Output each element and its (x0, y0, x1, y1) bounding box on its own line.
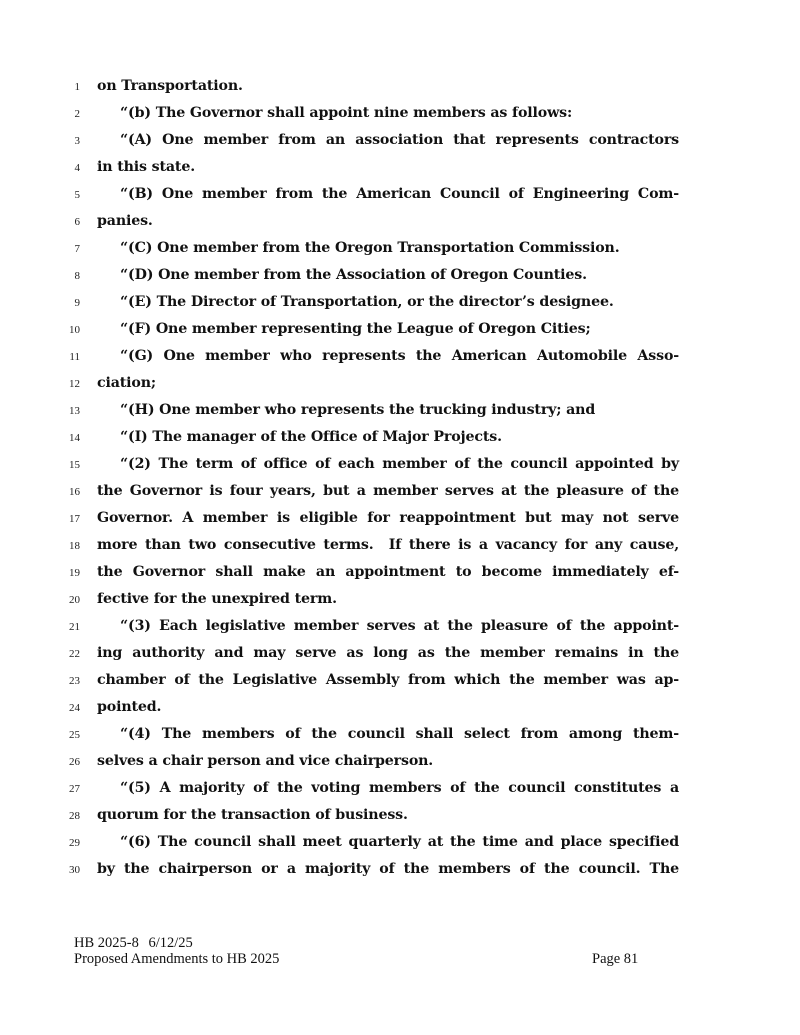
line-text: selves a chair person and vice chairperson. (97, 753, 434, 769)
line-text: “(2) The term of office of each member of the council appointed by (120, 456, 679, 472)
document-line (0, 776, 800, 803)
line-text: “(3) Each legislative member serves at the pleasure of the appoint- (120, 618, 679, 634)
footer-subtitle-line (74, 951, 674, 967)
line-text: “(G) One member who represents the American Automobile Asso- (120, 348, 679, 364)
line-text: panies. (97, 213, 153, 229)
line-number: 7 (74, 243, 80, 255)
footer-subtitle: Proposed Amendments to HB 2025 (74, 951, 280, 967)
footer-date: 6/12/25 (148, 935, 193, 951)
line-number: 4 (74, 162, 80, 174)
page-number: Page 81 (592, 951, 639, 967)
document-line (0, 371, 800, 398)
line-number: 29 (69, 837, 80, 849)
line-number: 8 (74, 270, 80, 282)
line-number: 12 (69, 378, 80, 390)
document-line (0, 749, 800, 776)
line-text: ing authority and may serve as long as the member remains in the (97, 645, 679, 661)
document-line (0, 263, 800, 290)
document-line (0, 641, 800, 668)
document-line (0, 722, 800, 749)
line-text: ciation; (97, 375, 156, 391)
line-number: 17 (69, 513, 80, 525)
line-text: Governor. A member is eligible for reappointment but may not serve (97, 510, 679, 526)
document-line (0, 695, 800, 722)
line-number: 20 (69, 594, 80, 606)
line-number: 28 (69, 810, 80, 822)
document-line (0, 560, 800, 587)
line-number: 26 (69, 756, 80, 768)
line-text: “(H) One member who represents the trucking industry; and (120, 402, 596, 418)
document-line (0, 614, 800, 641)
line-text: “(I) The manager of the Office of Major Projects. (120, 429, 502, 445)
document-line (0, 344, 800, 371)
document-line (0, 452, 800, 479)
document-line (0, 587, 800, 614)
line-number: 23 (69, 675, 80, 687)
document-line (0, 425, 800, 452)
line-text: “(5) A majority of the voting members of the council constitutes a (120, 780, 679, 796)
line-text: in this state. (97, 159, 195, 175)
line-text: more than two consecutive terms. If there is a vacancy for any cause, (97, 537, 679, 553)
document-line (0, 128, 800, 155)
document-line (0, 668, 800, 695)
line-number: 15 (69, 459, 80, 471)
document-line (0, 533, 800, 560)
line-number: 24 (69, 702, 80, 714)
line-number: 9 (74, 297, 80, 309)
page-footer (74, 935, 674, 967)
line-text: “(F) One member representing the League of Oregon Cities; (120, 321, 591, 337)
line-number: 22 (69, 648, 80, 660)
line-number: 1 (74, 81, 80, 93)
line-text: “(E) The Director of Transportation, or the director’s designee. (120, 294, 614, 310)
line-number: 25 (69, 729, 80, 741)
document-line (0, 803, 800, 830)
document-line (0, 398, 800, 425)
footer-doc-id: HB 2025-8 (74, 935, 139, 951)
line-number: 19 (69, 567, 80, 579)
line-text: quorum for the transaction of business. (97, 807, 408, 823)
line-text: “(b) The Governor shall appoint nine members as follows: (120, 105, 573, 121)
document-line (0, 830, 800, 857)
line-number: 27 (69, 783, 80, 795)
line-number: 2 (74, 108, 80, 120)
line-number: 18 (69, 540, 80, 552)
line-text: “(A) One member from an association that represents contractors (120, 132, 679, 148)
document-line (0, 290, 800, 317)
line-text: chamber of the Legislative Assembly from which the member was ap- (97, 672, 679, 688)
line-number: 14 (69, 432, 80, 444)
line-text: “(C) One member from the Oregon Transportation Commission. (120, 240, 620, 256)
line-number: 10 (69, 324, 80, 336)
line-text: “(4) The members of the council shall select from among them- (120, 726, 679, 742)
line-number: 6 (74, 216, 80, 228)
line-text: by the chairperson or a majority of the members of the council. The (97, 861, 679, 877)
line-text: “(B) One member from the American Council of Engineering Com- (120, 186, 679, 202)
line-number: 30 (69, 864, 80, 876)
document-line (0, 236, 800, 263)
line-number: 13 (69, 405, 80, 417)
line-number: 16 (69, 486, 80, 498)
document-line (0, 317, 800, 344)
line-number: 3 (74, 135, 80, 147)
document-line (0, 479, 800, 506)
line-number: 11 (69, 351, 80, 363)
line-text: on Transportation. (97, 78, 243, 94)
line-text: “(D) One member from the Association of Oregon Counties. (120, 267, 587, 283)
line-text: the Governor is four years, but a member serves at the pleasure of the (97, 483, 679, 499)
document-line (0, 857, 800, 884)
document-line (0, 209, 800, 236)
document-line (0, 182, 800, 209)
line-text: “(6) The council shall meet quarterly at the time and place specified (120, 834, 679, 850)
footer-doc-line (74, 935, 674, 951)
document-line (0, 155, 800, 182)
document-line (0, 506, 800, 533)
document-line (0, 74, 800, 101)
line-number: 5 (74, 189, 80, 201)
line-text: the Governor shall make an appointment to become immediately ef- (97, 564, 679, 580)
document-line (0, 101, 800, 128)
document-body (0, 74, 800, 884)
line-text: pointed. (97, 699, 162, 715)
line-text: fective for the unexpired term. (97, 591, 337, 607)
line-number: 21 (69, 621, 80, 633)
